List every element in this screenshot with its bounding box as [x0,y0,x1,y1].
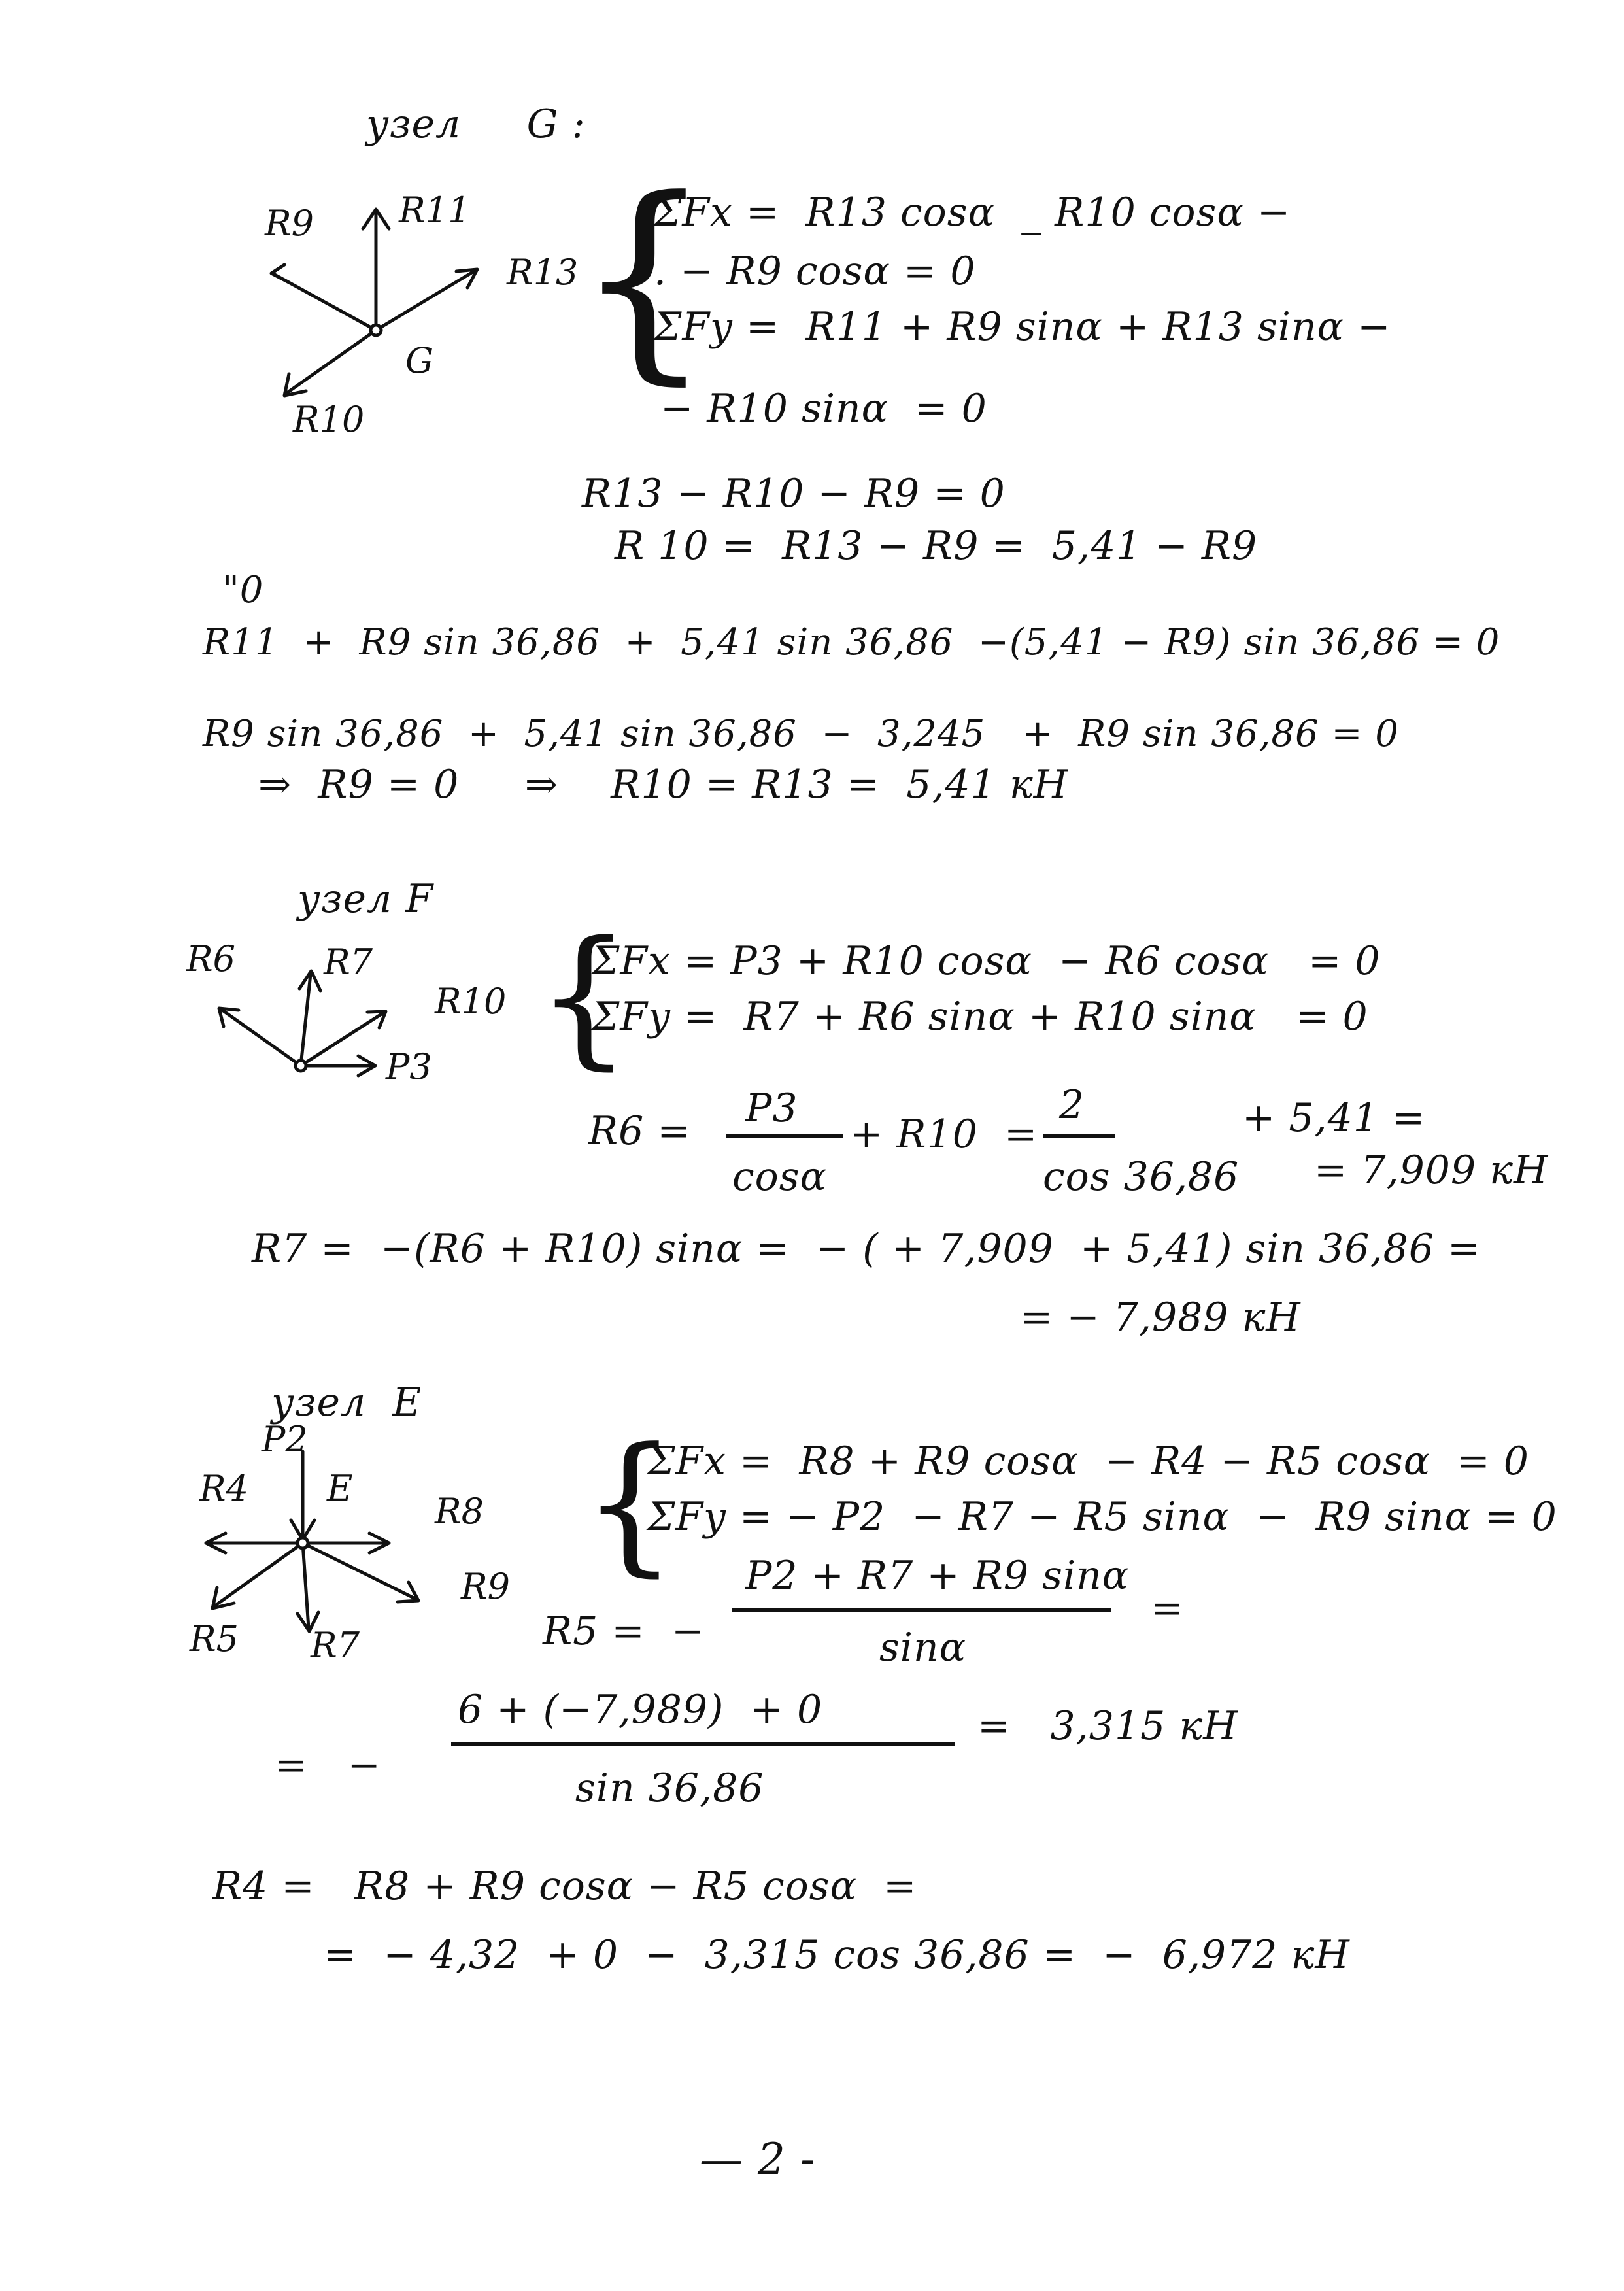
node-f-heading: узел F [297,876,433,922]
node-e-r5-equals: = [1151,1586,1185,1631]
node-g-system-brace: { [575,152,713,403]
node-e-r5-numerator: P2 + R7 + R9 sinα [745,1553,1130,1599]
node-e-label-r7: R7 [311,1625,360,1666]
node-e-label-r8: R8 [435,1491,484,1532]
node-f-r6-denominator-1: cosα [732,1154,828,1200]
node-e-eq-sum-fx: ΣFx = R8 + R9 cosα − R4 − R5 cosα = 0 [647,1438,1529,1484]
node-e-heading: узел E [271,1380,422,1425]
node-f-r7-result: = − 7,989 кН [1020,1295,1301,1340]
node-f-eq-sum-fx: ΣFx = P3 + R10 cosα − R6 cosα = 0 [592,938,1381,984]
node-g-heading: узел G : [366,101,586,147]
node-f-system-brace: { [536,909,632,1084]
node-e-calc-fraction-bar [451,1742,955,1746]
node-f-label-p3: P3 [386,1046,432,1087]
node-e-calc-result: = 3,315 кН [977,1703,1238,1749]
node-g-eq-sum-fy: ΣFy = R11 + R9 sinα + R13 sinα − [654,304,1391,350]
node-f-r6-fraction-bar-2 [1043,1134,1115,1138]
node-f-label-r6: R6 [186,938,236,979]
node-e-r5-fraction-bar [732,1608,1111,1612]
node-f-r6-middle: + R10 = [850,1112,1038,1157]
page-number: — 2 - [700,2134,816,2184]
node-e-label-r9: R9 [461,1566,511,1607]
node-g-relation-3: R11 + R9 sin 36,86 + 5,41 sin 36,86 −(5,41 − R9) sin 36,86 = 0 [203,621,1500,664]
node-f-r6-numerator-2: 2 [1059,1082,1085,1128]
node-g-label-r9: R9 [265,203,314,244]
node-f-r6-result: = 7,909 кН [1314,1147,1549,1193]
node-f-label-r7: R7 [324,942,373,983]
node-g-result: ⇒ R9 = 0 ⇒ R10 = R13 = 5,41 кН [258,762,1069,807]
node-f-r6-fraction-bar-1 [726,1134,843,1138]
node-e-r4-line-1: R4 = R8 + R9 cosα − R5 cosα = [212,1863,917,1909]
node-g-mark: "0 [222,569,264,611]
node-f-r6-denominator-2: cos 36,86 [1043,1154,1240,1200]
node-f-eq-sum-fy: ΣFy = R7 + R6 sinα + R10 sinα = 0 [592,994,1368,1040]
node-g-relation-2: R 10 = R13 − R9 = 5,41 − R9 [615,523,1258,569]
node-g-eq-sum-fy-cont: − R10 sinα = 0 [660,386,987,432]
node-e-eq-sum-fy: ΣFy = − P2 − R7 − R5 sinα − R9 sinα = 0 [647,1494,1557,1540]
node-g-label-g: G [405,340,434,381]
node-e-r5-lhs: R5 = − [543,1608,705,1654]
node-f-r7: R7 = −(R6 + R10) sinα = − ( + 7,909 + 5,41) sin 36,86 = [252,1226,1481,1272]
node-f-label-r10: R10 [435,981,507,1022]
node-e-calc-denominator: sin 36,86 [575,1765,764,1811]
node-g-eq-sum-fx: ΣFx = R13 cosα _ R10 cosα − [654,190,1291,235]
node-e-label-r5: R5 [190,1618,239,1659]
node-e-label-e: E [327,1468,353,1509]
node-e-label-p2: P2 [262,1419,308,1460]
node-f-r6-lhs: R6 = [588,1108,691,1154]
node-f-r6-numerator-1: P3 [745,1085,798,1131]
node-e-calc-numerator: 6 + (−7,989) + 0 [458,1687,823,1733]
node-g-relation-4: R9 sin 36,86 + 5,41 sin 36,86 − 3,245 + R9 sin 36,86 = 0 [203,713,1399,755]
node-f-r6-tail: + 5,41 = [1242,1095,1426,1141]
node-g-label-r13: R13 [507,252,579,293]
node-g-label-r10: R10 [293,399,365,440]
node-e-label-r4: R4 [199,1468,249,1509]
node-e-system-brace: { [582,1416,678,1591]
node-g-relation-1: R13 − R10 − R9 = 0 [582,471,1006,517]
node-e-calc-lhs: = − [275,1742,381,1788]
node-g-label-r11: R11 [399,190,471,231]
node-g-eq-sum-fx-cont: . − R9 cosα = 0 [654,248,976,294]
node-e-r4-line-2: = − 4,32 + 0 − 3,315 cos 36,86 = − 6,972 кН [324,1932,1350,1978]
node-e-r5-denominator: sinα [879,1625,967,1671]
